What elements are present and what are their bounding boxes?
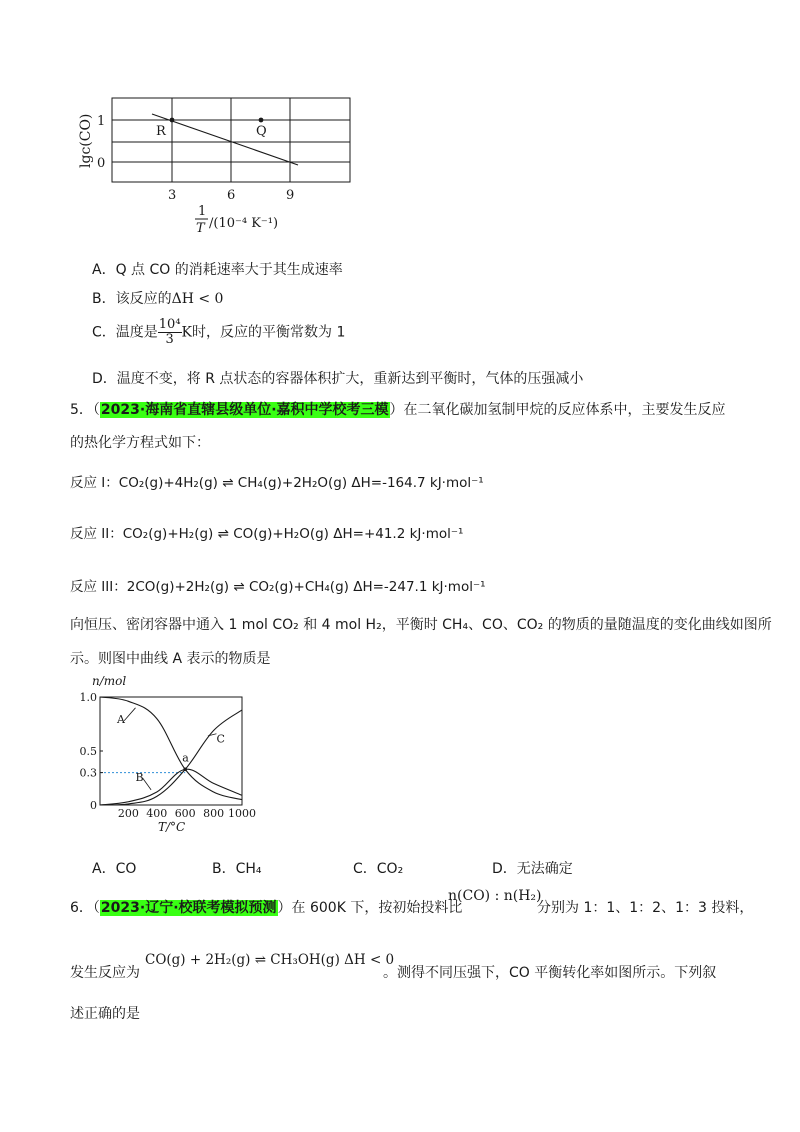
source-close-paren: ） [389,402,404,418]
question-number: 6． [70,900,93,916]
x-tick-6: 6 [227,188,236,203]
series-line-B [100,769,242,805]
x-label-num: 1 [198,204,207,219]
q6-equation: CO(g) + 2H₂(g) ⇌ CH₃OH(g) ΔH < 0 [145,952,395,968]
figure-lgc-vs-invT [70,90,370,240]
q6-text-a: 在 600K 下，按初始投料比 [291,900,463,916]
y-tick-label: 0 [90,799,97,812]
question-number: 5． [70,402,93,418]
q6-ratio: n(CO) : n(H₂) [448,888,542,904]
y-tick-0: 0 [97,156,106,171]
reaction-3: 反应 III：2CO(g)+2H₂(g) ⇌ CO₂(g)+CH₄(g) ΔH=-247.1 kJ·mol⁻¹ [70,579,486,595]
q5-stem-line1: 向恒压、密闭容器中通入 1 mol CO₂ 和 4 mol H₂，平衡时 CH₄、CO、CO₂ 的物质的量随温度的变化曲线如图所 [70,617,772,633]
fraction-numerator: 10⁴ [158,317,181,332]
curve-B-leader [143,778,152,790]
q4-option-a: A．Q 点 CO 的消耗速率大于其生成速率 [92,262,343,278]
source-open-paren: （ [92,402,100,418]
x-tick-label: 800 [203,807,225,820]
curve-A-label: A [117,712,125,726]
q6-text-e: 述正确的是 [70,1006,140,1022]
q5-option-a: A．CO [92,861,137,877]
q4-option-c-unit: K [181,324,193,341]
x-label-den: T [196,221,205,236]
point-a-label: a [182,751,189,765]
q6-text-b: 分别为 1：1、1：2、1：3 投料， [537,900,754,916]
q4-option-c [92,318,345,347]
q5-option-d: D．无法确定 [492,861,573,877]
point-R-label: R [156,124,166,139]
point-a-marker [183,768,187,772]
q4-option-b-text: B．该反应的 [92,291,172,307]
reaction-2: 反应 II：CO₂(g)+H₂(g) ⇌ CO(g)+H₂O(g) ΔH=+41.2 kJ·mol⁻¹ [70,526,464,542]
q4-option-b [92,288,223,308]
chart-n-vs-T-svg [70,672,270,832]
source-tag: 2023·海南省直辖县级单位·嘉积中学校考三模 [100,402,389,418]
x-tick-label: 600 [174,807,196,820]
figure-n-vs-T [70,672,270,832]
q4-option-c-prefix: C．温度是 [92,324,158,341]
q5-stem-line2: 示。则图中曲线 A 表示的物质是 [70,651,271,667]
y-tick-label: 0.3 [79,766,97,780]
x-tick-9: 9 [286,188,295,203]
point-Q-marker [259,118,264,123]
y-tick-1: 1 [97,114,106,129]
curve-B-label: B [135,771,144,785]
x-label-unit: /(10⁻⁴ K⁻¹) [209,216,279,231]
x-tick-3: 3 [168,188,177,203]
q4-option-b-math: ΔH < 0 [171,291,224,307]
q6-text-c: 发生反应为 [70,965,140,981]
source-tag: 2023·辽宁·校联考模拟预测 [100,900,277,916]
q5-intro-cont: 的热化学方程式如下： [70,435,210,451]
chart-x-axis-label: T/°C [158,820,186,832]
q4-option-c-fraction [158,318,182,347]
chart-y-axis-label: n/mol [92,674,127,688]
q6-text-d: 。测得不同压强下，CO 平衡转化率如图所示。下列叙 [383,965,717,981]
y-axis-label: lgc(CO) [78,113,94,168]
lgc-line [152,114,298,165]
q4-option-c-suffix: 时，反应的平衡常数为 1 [192,324,346,341]
q5-header [70,399,726,419]
reaction-1: 反应 I：CO₂(g)+4H₂(g) ⇌ CH₄(g)+2H₂O(g) ΔH=-164.7 kJ·mol⁻¹ [70,475,484,491]
x-tick-label: 400 [146,807,168,820]
x-tick-label: 1000 [228,807,256,820]
q6-line1: 6．（2023·辽宁·校联考模拟预测）在 600K 下，按初始投料比 [70,900,463,916]
y-tick-label: 0.5 [79,745,97,758]
q5-option-c: C．CO₂ [353,861,404,877]
curve-C-label: C [216,732,225,746]
figure-lgc-vs-invT-svg [70,90,370,240]
y-tick-label: 1.0 [79,691,97,704]
curve-A-leader [124,708,135,721]
q5-intro: 在二氧化碳加氢制甲烷的反应体系中，主要发生反应 [403,402,726,418]
point-Q-label: Q [256,124,267,139]
q5-option-b: B．CH₄ [212,861,262,877]
x-tick-label: 200 [117,807,139,820]
q4-option-d: D．温度不变，将 R 点状态的容器体积扩大，重新达到平衡时，气体的压强减小 [92,371,584,387]
fraction-denominator: 3 [165,332,174,347]
point-R-marker [170,118,175,123]
